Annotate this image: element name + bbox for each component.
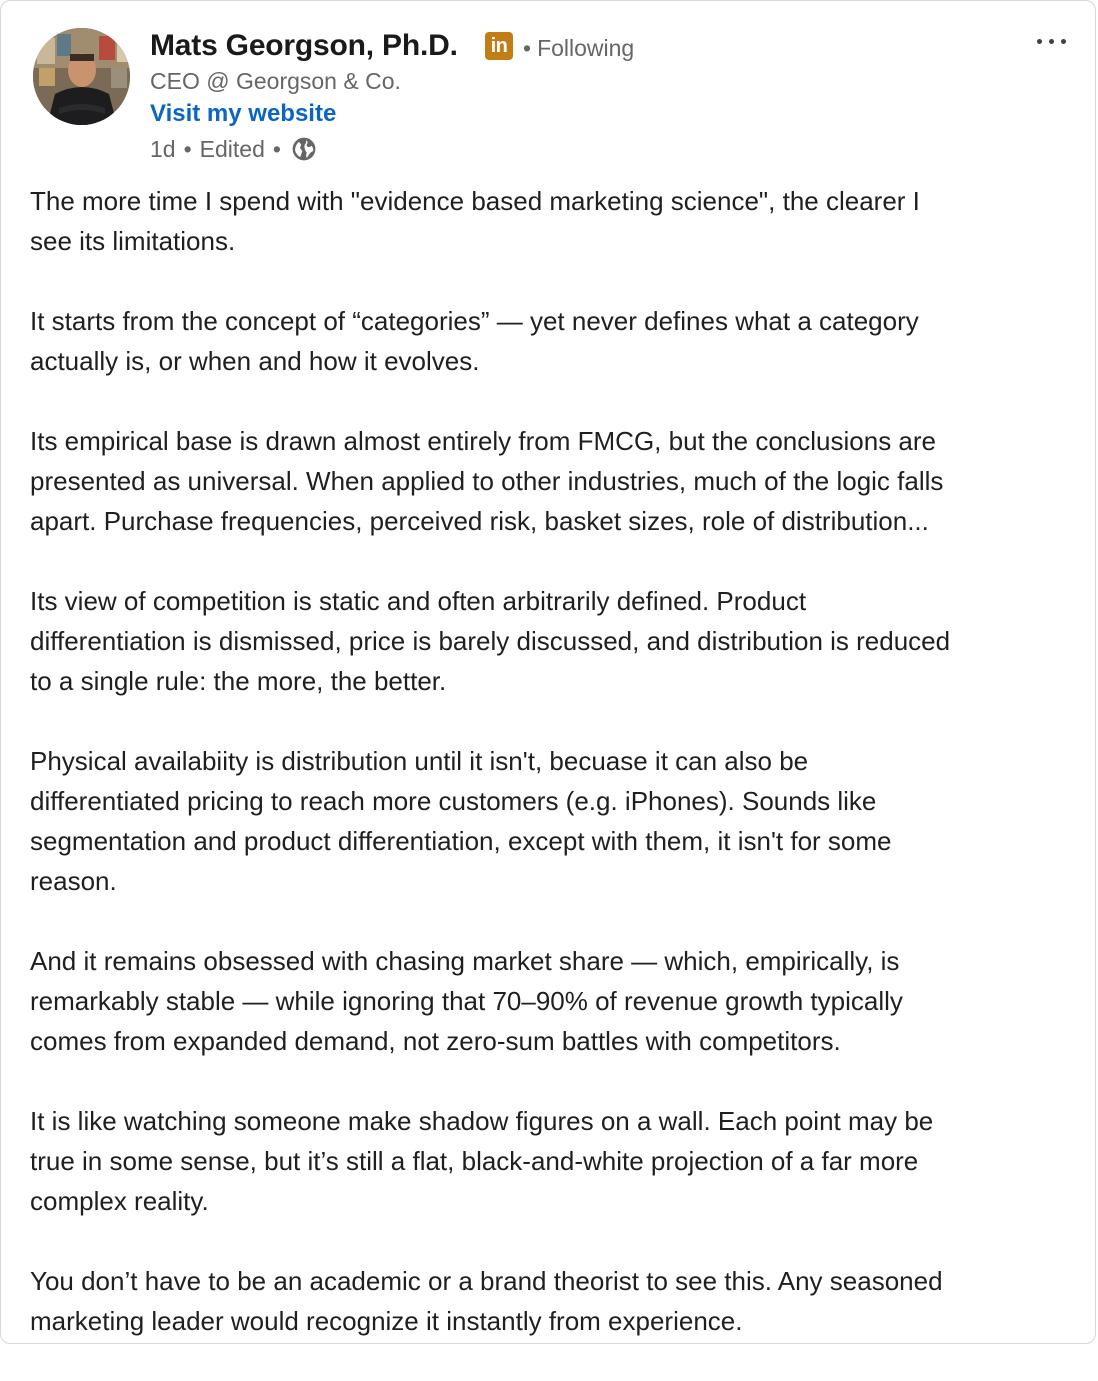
post-line: differentiated pricing to reach more customers (e.g. iPhones). Sounds like bbox=[30, 786, 877, 816]
post-line: remarkably stable — while ignoring that 70–90% of revenue growth typically bbox=[30, 986, 903, 1016]
post-line: You don’t have to be an academic or a brand theorist to see this. Any seasoned bbox=[30, 1266, 943, 1296]
more-options-button[interactable] bbox=[1031, 23, 1071, 59]
post-line: presented as universal. When applied to other industries, much of the logic falls bbox=[30, 466, 944, 496]
post-line: true in some sense, but it’s still a flat, black-and-white projection of a far more bbox=[30, 1146, 919, 1176]
post-line: reason. bbox=[30, 866, 117, 896]
author-headline: CEO @ Georgson & Co. bbox=[150, 68, 401, 94]
post-paragraph bbox=[30, 1261, 1080, 1341]
post-line: differentiation is dismissed, price is barely discussed, and distribution is reduced bbox=[30, 626, 951, 656]
post-line: marketing leader would recognize it instantly from experience. bbox=[30, 1306, 743, 1336]
post-line: apart. Purchase frequencies, perceived risk, basket sizes, role of distribution... bbox=[30, 506, 929, 536]
post-paragraph bbox=[30, 1101, 1080, 1221]
post-line: The more time I spend with "evidence based marketing science", the clearer I bbox=[30, 186, 920, 216]
post-line: Physical availabiity is distribution until it isn't, becuase it can also be bbox=[30, 746, 809, 776]
post-paragraph bbox=[30, 181, 1080, 261]
ellipsis-icon bbox=[1049, 39, 1054, 44]
separator-dot: • bbox=[272, 136, 281, 162]
post-paragraph bbox=[30, 941, 1080, 1061]
avatar-photo bbox=[33, 28, 130, 125]
following-label: Following bbox=[537, 35, 635, 61]
post-line: It is like watching someone make shadow figures on a wall. Each point may be bbox=[30, 1106, 934, 1136]
edited-label: Edited bbox=[199, 136, 265, 162]
post-line: comes from expanded demand, not zero-sum battles with competitors. bbox=[30, 1026, 841, 1056]
post-line: Its empirical base is drawn almost entirely from FMCG, but the conclusions are bbox=[30, 426, 937, 456]
globe-icon bbox=[291, 136, 317, 162]
post-time: 1d bbox=[150, 136, 176, 162]
separator-dot: • bbox=[183, 136, 192, 162]
post-paragraph bbox=[30, 581, 1080, 701]
linkedin-badge-icon: in bbox=[485, 32, 513, 60]
post-line: segmentation and product differentiation, except with them, it isn't for some bbox=[30, 826, 892, 856]
visit-website-link[interactable]: Visit my website bbox=[150, 100, 337, 127]
ellipsis-icon bbox=[1037, 39, 1042, 44]
author-avatar[interactable] bbox=[33, 28, 130, 125]
post-meta bbox=[150, 134, 317, 164]
post-body bbox=[30, 181, 1080, 1381]
separator-dot: • bbox=[523, 35, 532, 61]
post-line: to a single rule: the more, the better. bbox=[30, 666, 447, 696]
follow-status bbox=[523, 33, 634, 63]
post-line: It starts from the concept of “categories” — yet never defines what a category bbox=[30, 306, 919, 336]
ellipsis-icon bbox=[1061, 39, 1066, 44]
post-line: Its view of competition is static and often arbitrarily defined. Product bbox=[30, 586, 807, 616]
post-paragraph bbox=[30, 301, 1080, 381]
post-line: complex reality. bbox=[30, 1186, 209, 1216]
author-name[interactable]: Mats Georgson, Ph.D. bbox=[150, 29, 458, 62]
post-line: actually is, or when and how it evolves. bbox=[30, 346, 480, 376]
post-line: see its limitations. bbox=[30, 226, 236, 256]
post-line: And it remains obsessed with chasing market share — which, empirically, is bbox=[30, 946, 900, 976]
post-paragraph bbox=[30, 741, 1080, 901]
post-paragraph bbox=[30, 421, 1080, 541]
